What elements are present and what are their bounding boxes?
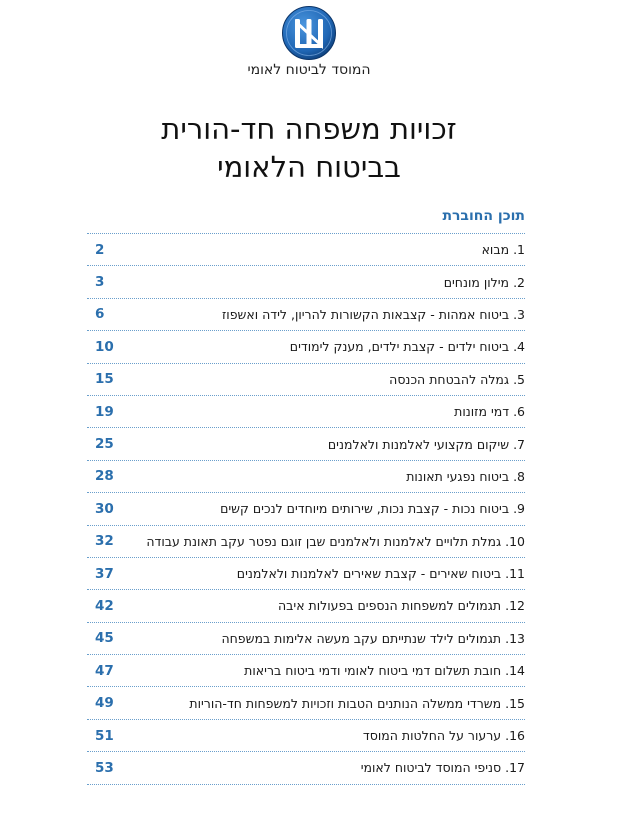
toc-entry (146, 526, 525, 557)
toc-row[interactable] (87, 493, 525, 525)
toc-entry (220, 493, 525, 524)
toc-entry-number: 2. (513, 274, 525, 290)
toc-entry (328, 428, 525, 459)
organization-name: המוסד לביטוח לאומי (247, 62, 371, 78)
toc-entry-number: 7. (513, 436, 525, 452)
toc-page-number: 45 (95, 630, 114, 647)
toc-entry-label: ביטוח נכות - קצבת נכות, שירותים מיוחדים לנכים קשים (220, 501, 510, 517)
toc-entry-number: 16. (505, 728, 525, 744)
toc-page-number: 37 (95, 565, 114, 582)
toc-page-number: 19 (95, 403, 114, 420)
toc-entry (454, 396, 525, 427)
toc-entry-label: מילון מונחים (443, 274, 510, 290)
toc-entry-number: 9. (513, 501, 525, 517)
toc-entry-label: מבוא (481, 242, 510, 258)
toc-entry (482, 234, 525, 265)
toc-entry-label: ביטוח אמהות - קצבאות הקשורות להריון, לידה ואשפוז (221, 306, 510, 322)
national-insurance-emblem-icon (281, 5, 337, 61)
toc-entry (189, 687, 525, 718)
page-title-line-2: בביטוח הלאומי (217, 150, 401, 184)
toc-row[interactable] (87, 720, 525, 752)
toc-entry-label: גמלת תלויים לאלמנות ולאלמנים שבן זוגם נפטר עקב תאונת עבודה (146, 533, 502, 549)
toc-row[interactable] (87, 687, 525, 719)
toc-entry-number: 3. (513, 306, 525, 322)
toc-page-number: 3 (95, 274, 105, 291)
toc-row[interactable] (87, 655, 525, 687)
toc-entry-label: ביטוח נפגעי תאונות (406, 468, 510, 484)
toc-row[interactable] (87, 266, 525, 298)
toc-entry-label: תגמולים לילד שנתייתם עקב מעשה אלימות במשפחה (221, 630, 502, 646)
toc-page-number: 53 (95, 759, 114, 776)
logo (0, 5, 618, 65)
toc-page-number: 15 (95, 371, 114, 388)
toc-row[interactable] (87, 428, 525, 460)
toc-page-number: 10 (95, 338, 114, 355)
toc-page-number: 25 (95, 436, 114, 453)
toc-entry (389, 364, 525, 395)
toc-row[interactable] (87, 623, 525, 655)
toc-entry-number: 17. (505, 760, 525, 776)
toc-heading: תוכן החוברת (442, 208, 525, 224)
toc-page-number: 42 (95, 597, 114, 614)
toc-entry-label: תגמולים למשפחות הנספים בפעולות איבה (278, 598, 502, 614)
toc-entry (363, 720, 525, 751)
toc-row[interactable] (87, 526, 525, 558)
toc-row[interactable] (87, 558, 525, 590)
toc-page-number: 6 (95, 306, 105, 323)
toc-entry-number: 10. (505, 533, 525, 549)
toc-page-number: 28 (95, 468, 114, 485)
toc-row[interactable] (87, 331, 525, 363)
toc-entry-label: שיקום מקצועי לאלמנות ולאלמנים (327, 436, 510, 452)
toc-entry-number: 13. (505, 630, 525, 646)
page-title-line-1: זכויות משפחה חד-הורית (161, 112, 457, 146)
toc-entry (221, 623, 525, 654)
toc-entry-number: 6. (513, 404, 525, 420)
toc-entry-number: 11. (505, 566, 525, 582)
toc-row[interactable] (87, 396, 525, 428)
toc-entry-number: 5. (513, 371, 525, 387)
toc-entry-label: ביטוח ילדים - קצבת ילדים, מענק לימודים (289, 339, 510, 355)
page-title (0, 110, 618, 186)
toc-entry (444, 266, 525, 297)
toc-page-number: 30 (95, 500, 114, 517)
toc-row[interactable] (87, 590, 525, 622)
toc-entry-label: משרדי ממשלה הנותנים הטבות וזכויות למשפחות חד-הוריות (189, 695, 502, 711)
toc-entry (406, 461, 525, 492)
toc-entry (222, 299, 525, 330)
toc-entry-label: סניפי המוסד לביטוח לאומי (360, 760, 502, 776)
toc-entry (290, 331, 525, 362)
toc-entry-label: ערעור על החלטות המוסד (362, 728, 502, 744)
toc-entry-number: 4. (513, 339, 525, 355)
toc-entry-number: 12. (505, 598, 525, 614)
toc-row[interactable] (87, 461, 525, 493)
toc-row[interactable] (87, 299, 525, 331)
toc-page-number: 2 (95, 241, 105, 258)
toc-entry-label: גמלה להבטחת הכנסה (389, 371, 510, 387)
toc-row[interactable] (87, 752, 525, 784)
toc-row[interactable] (87, 234, 525, 266)
toc-entry (244, 655, 525, 686)
toc-entry-number: 1. (513, 242, 525, 258)
toc-entry (237, 558, 525, 589)
toc-entry (278, 590, 525, 621)
toc-page-number: 51 (95, 727, 114, 744)
toc-page-number: 49 (95, 695, 114, 712)
toc-entry-label: דמי מזונות (454, 404, 510, 420)
toc-page-number: 32 (95, 533, 114, 550)
toc-entry-number: 14. (505, 663, 525, 679)
toc-entry-number: 8. (513, 468, 525, 484)
toc-entry (361, 752, 525, 783)
toc-entry-number: 15. (505, 695, 525, 711)
toc-entry-label: ביטוח שאירים - קצבת שאירים לאלמנות ולאלמנים (236, 566, 502, 582)
table-of-contents (87, 233, 525, 785)
toc-page-number: 47 (95, 662, 114, 679)
toc-row[interactable] (87, 364, 525, 396)
toc-entry-label: חובת תשלום דמי ביטוח לאומי ודמי ביטוח בריאות (244, 663, 502, 679)
